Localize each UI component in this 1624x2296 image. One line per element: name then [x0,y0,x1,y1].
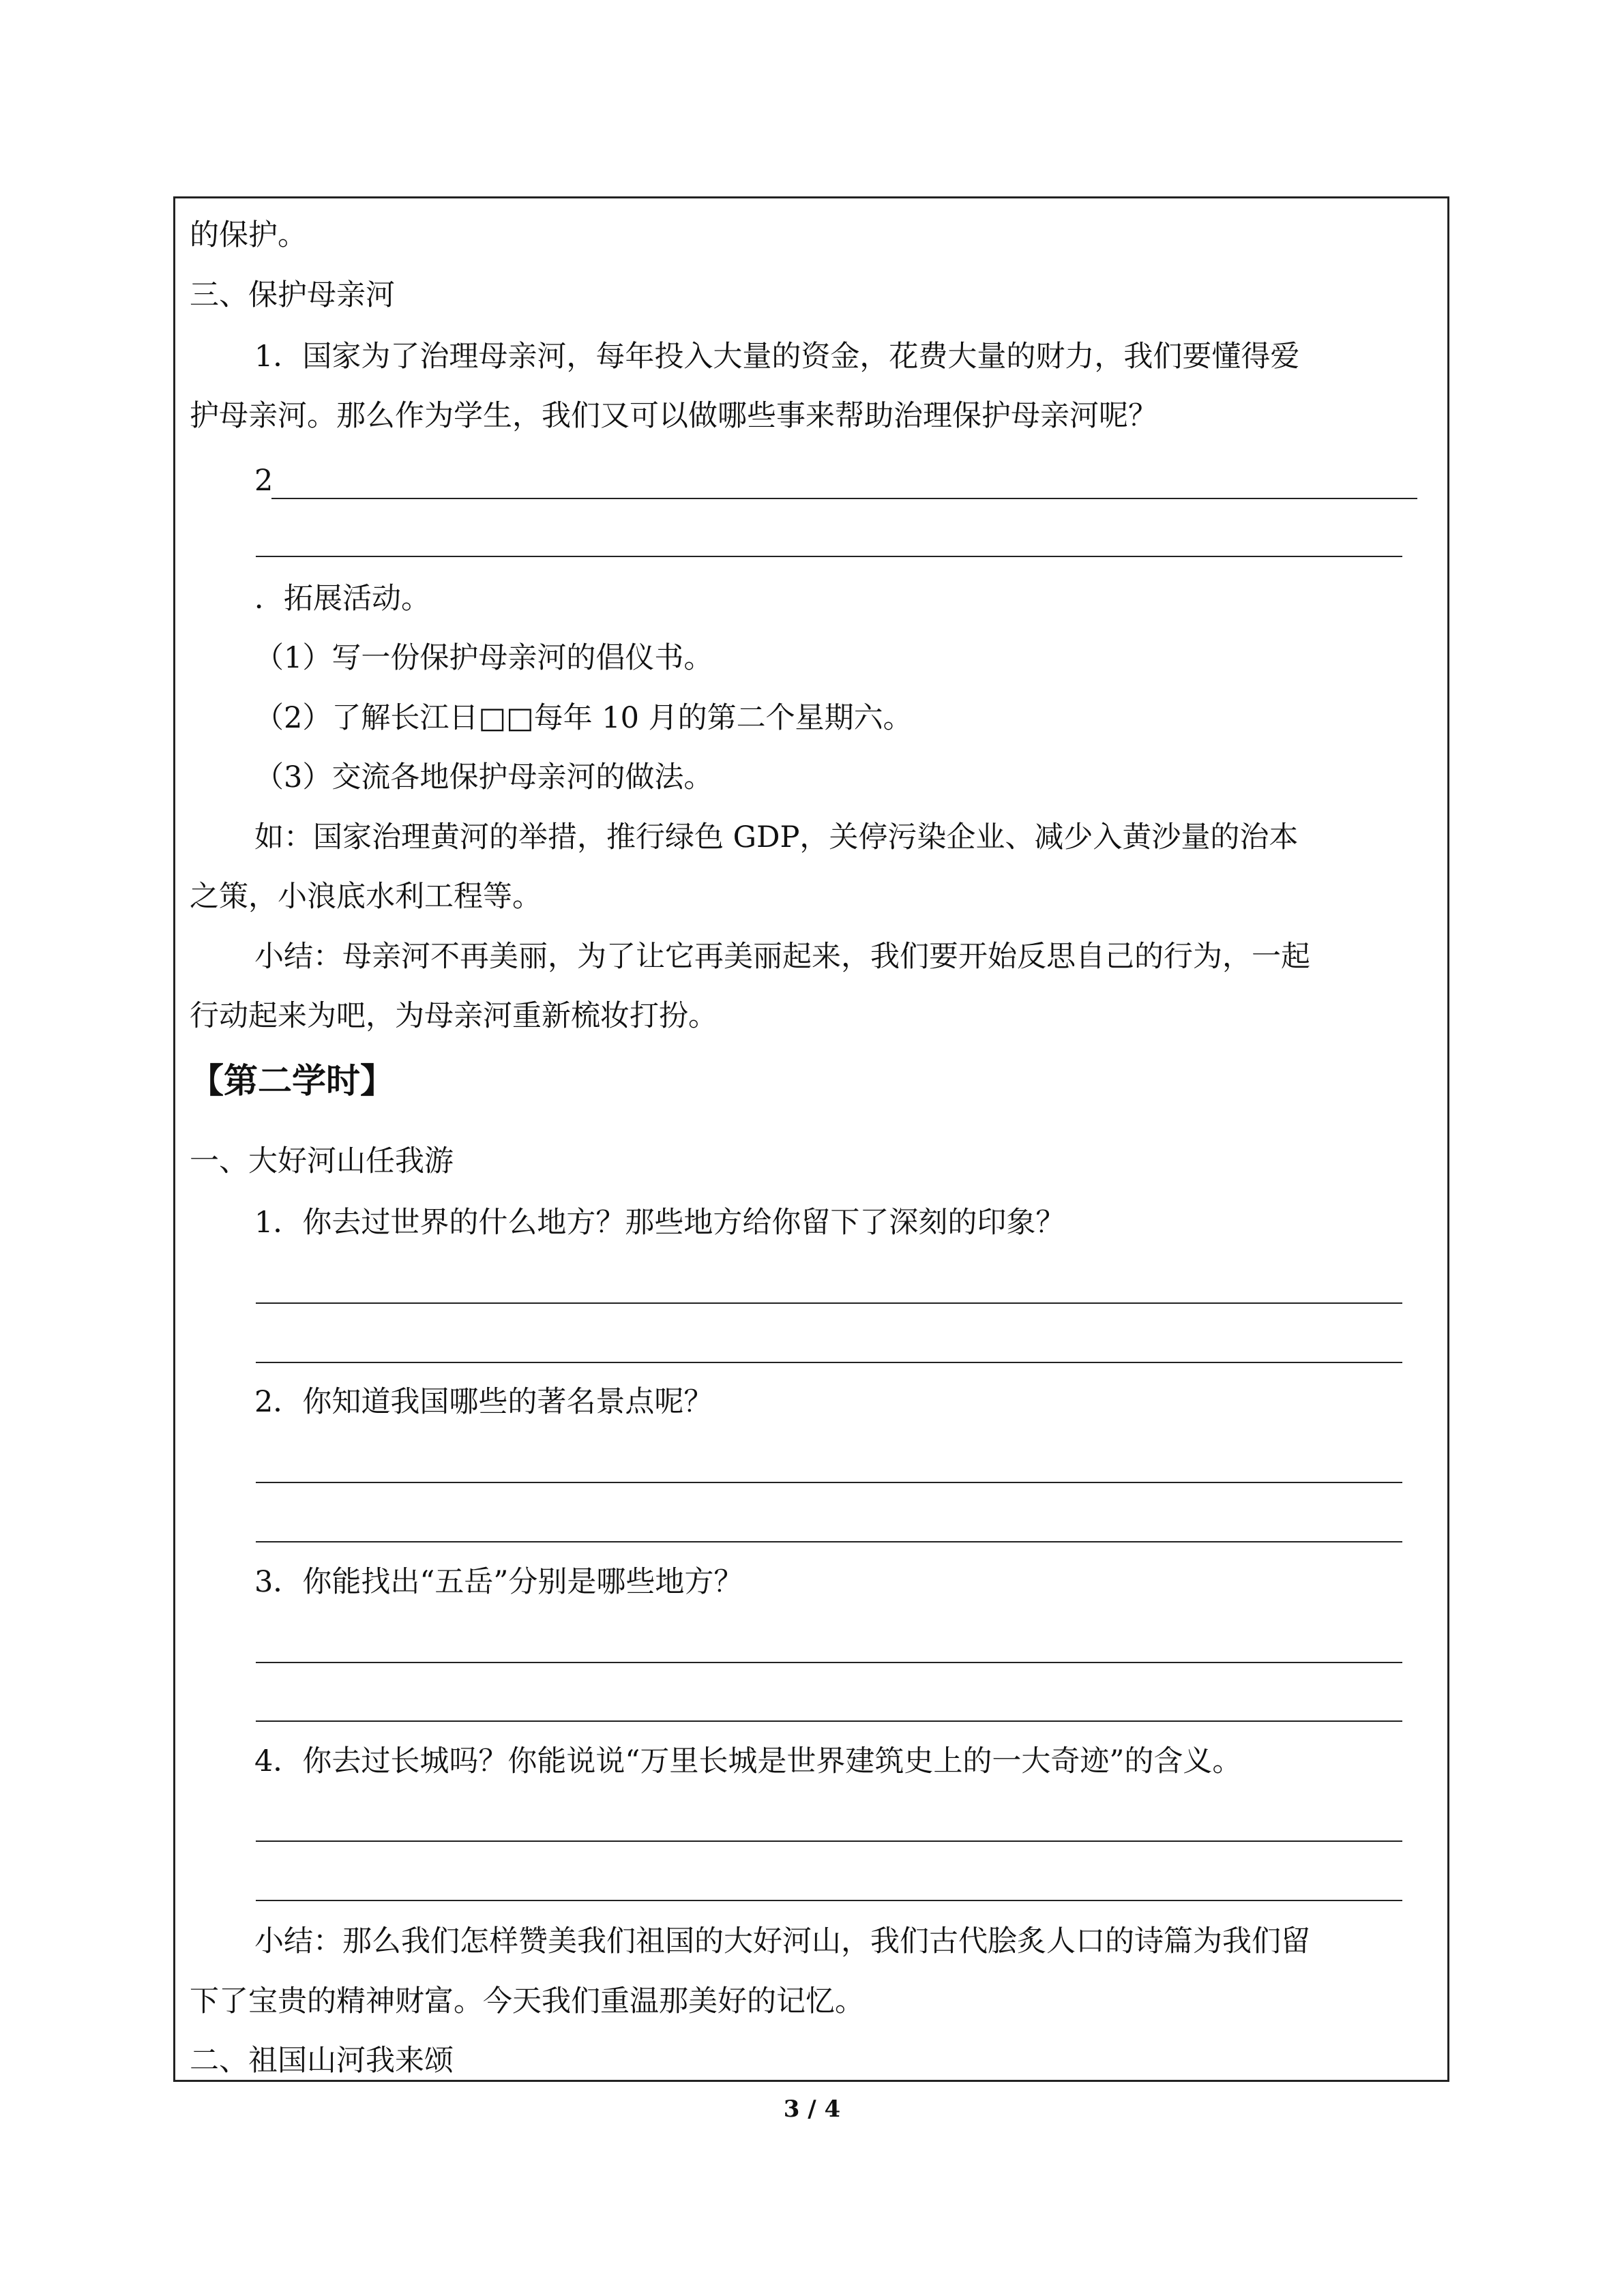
activity-item: （3）交流各地保护母亲河的做法。 [254,760,713,794]
question-1-line-1: 1．国家为了治理母亲河，每年投入大量的资金，花费大量的财力，我们要懂得爱 [254,340,1300,374]
answer-line [256,1900,1402,1901]
extension-activity-label: ．拓展活动。 [254,582,430,616]
travel-question-2: 2．你知道我国哪些的著名景点呢？ [254,1385,713,1419]
example-line-2: 之策，小浪底水利工程等。 [190,880,542,914]
section-title-travel: 一、大好河山任我游 [190,1144,454,1178]
section-title-praise: 二、祖国山河我来颂 [190,2044,454,2078]
activity-item: （1）写一份保护母亲河的倡仪书。 [254,641,713,675]
answer-line [256,1482,1402,1483]
question-2-number: 2 [254,464,274,498]
summary-line-2: 行动起来为吧，为母亲河重新梳妆打扮。 [190,999,718,1033]
travel-question-3: 3．你能找出“五岳”分别是哪些地方？ [254,1565,743,1599]
travel-question-4: 4．你去过长城吗？你能说说“万里长城是世界建筑史上的一大奇迹”的含义。 [254,1744,1242,1778]
travel-question-1: 1．你去过世界的什么地方？那些地方给你留下了深刻的印象？ [254,1206,1065,1240]
summary-line-1: 小结：母亲河不再美丽，为了让它再美丽起来，我们要开始反思自己的行为，一起 [254,940,1310,974]
answer-line [256,556,1402,557]
activity-item: （2）了解长江日□□每年 10 月的第二个星期六。 [254,701,913,735]
answer-line [256,1541,1402,1542]
example-line-1: 如：国家治理黄河的举措，推行绿色 GDP，关停污染企业、减少入黄沙量的治本 [254,820,1299,854]
answer-line [256,1362,1402,1363]
answer-line [256,1720,1402,1722]
continued-text: 的保护。 [190,218,307,252]
answer-line [256,1662,1402,1663]
lesson-2-summary-line-1: 小结：那么我们怎样赞美我们祖国的大好河山，我们古代脍炙人口的诗篇为我们留 [254,1924,1310,1958]
table-cell-border [173,196,1449,2082]
question-1-line-2: 护母亲河。那么作为学生，我们又可以做哪些事来帮助治理保护母亲河呢？ [190,399,1157,433]
lesson-2-heading: 【第二学时】 [190,1060,394,1101]
answer-line [256,1302,1402,1304]
answer-line [271,498,1417,499]
page-number: 3 / 4 [783,2096,841,2123]
section-title-protect-river: 三、保护母亲河 [190,278,395,312]
lesson-2-summary-line-2: 下了宝贵的精神财富。今天我们重温那美好的记忆。 [190,1984,864,2018]
answer-line [256,1840,1402,1842]
